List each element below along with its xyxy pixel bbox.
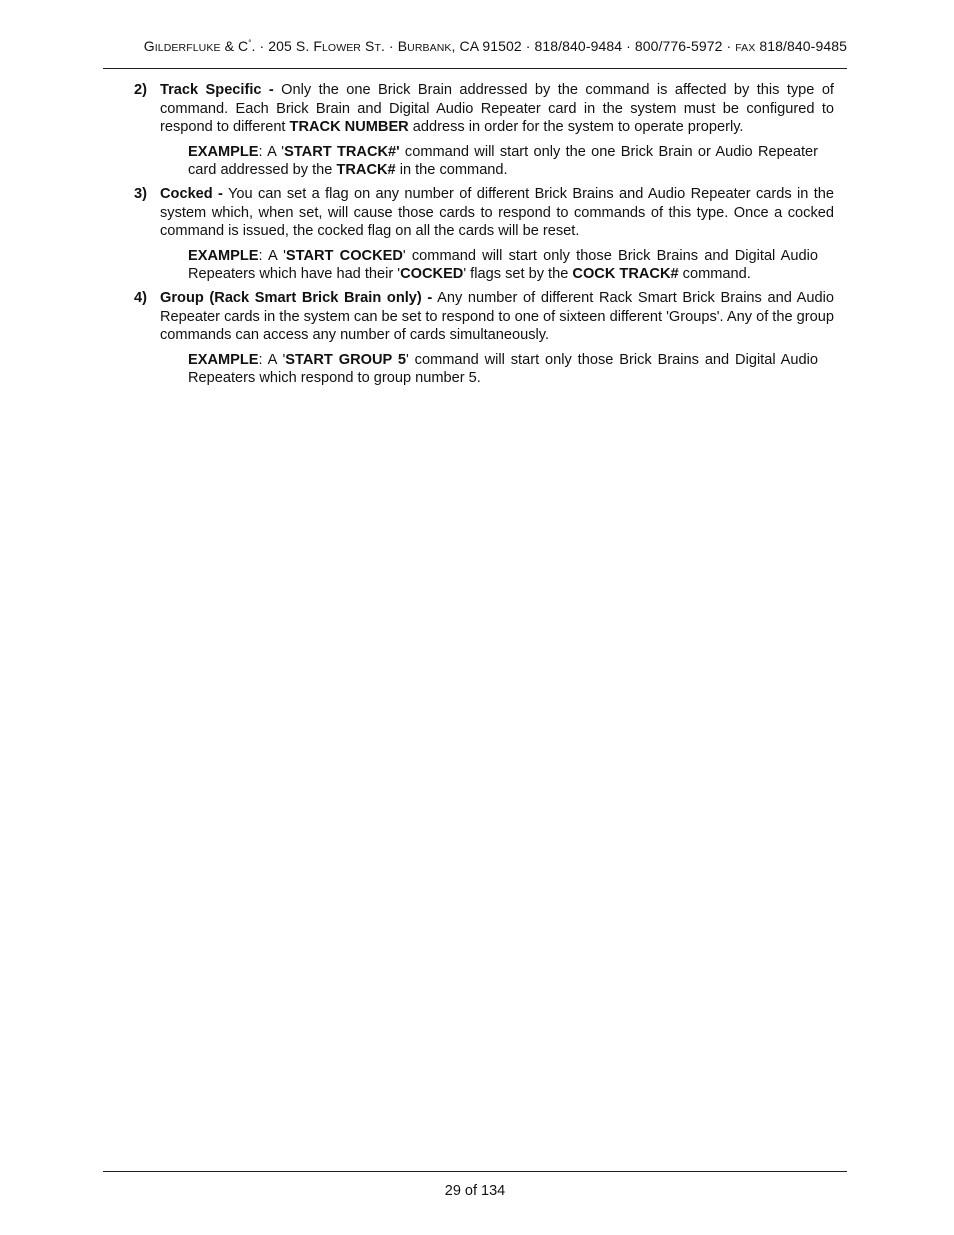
list-item <box>134 289 834 388</box>
item-description <box>160 185 834 241</box>
example-label: EXAMPLE <box>188 247 259 264</box>
header-degree: ° <box>248 38 252 48</box>
item-title: Group (Rack Smart Brick Brain only) - <box>160 289 433 306</box>
header-street-initial: F <box>313 38 322 54</box>
example-command: START COCKED <box>285 247 403 264</box>
item-text: Any number of different Rack Smart Brick Brains and Audio Repeater cards in the system can be set to respond to one of sixteen different 'Groups'. Any of the group commands can access any number of cards simultaneously. <box>160 289 835 344</box>
item-text-cont: address in order for the system to operate properly. <box>408 119 744 136</box>
list-item <box>134 185 834 284</box>
example-text-end: in the command. <box>395 162 508 179</box>
example-command: START GROUP 5 <box>285 351 406 368</box>
item-body <box>160 185 834 284</box>
footer-rule <box>103 1171 847 1172</box>
header-company-co: & C <box>224 38 249 54</box>
header-city-phones: , CA 91502 · 818/840-9484 · 800/776-5972 · <box>451 38 736 54</box>
list-item <box>134 81 834 180</box>
item-example <box>188 351 818 388</box>
header-rule <box>103 68 847 69</box>
header-street-name: LOWER <box>321 42 361 54</box>
item-example <box>188 143 818 180</box>
header-fax-number: 818/840-9485 <box>755 38 847 54</box>
example-text-cont: ' command will start only those Brick Brains and Digital Audio Repeaters which have had their ' <box>188 247 819 283</box>
item-description <box>160 81 834 137</box>
header-st-initial: S <box>361 38 375 54</box>
example-text-cont: command will start only the one Brick Brain or Audio Repeater card addressed by the <box>188 143 819 179</box>
item-title: Cocked - <box>160 185 223 202</box>
example-label: EXAMPLE <box>188 351 259 368</box>
example-bold-command: COCK TRACK# <box>572 266 679 283</box>
example-text: : A ' <box>258 143 285 160</box>
item-bold-term: TRACK NUMBER <box>289 119 409 136</box>
example-text-cont: ' command will start only those Brick Brains and Digital Audio Repeaters which respond to group number 5. <box>188 351 819 387</box>
header-sep-2: . · <box>380 38 398 54</box>
example-text: : A ' <box>258 247 286 264</box>
item-description <box>160 289 834 345</box>
header-company-initial: G <box>143 38 155 54</box>
item-number: 3) <box>134 185 147 202</box>
item-body <box>160 81 834 180</box>
item-text: You can set a flag on any number of different Brick Brains and Audio Repeater cards in the system which, when set, will cause those cards to respond to commands of this type. Once a cocked command is issued, the cocked flag on all the cards will be reset. <box>160 185 834 240</box>
item-text: Only the one Brick Brain addressed by the command is affected by this type of command. Each Brick Brain and Digital Audio Repeater card in the system must be configured to respond to different <box>160 82 834 136</box>
example-text-mid: ' flags set by the <box>463 266 573 283</box>
page-number: 29 of 134 <box>444 1183 506 1199</box>
example-text: : A ' <box>258 351 286 368</box>
header-st-rest: T <box>374 42 381 54</box>
header-fax-label: FAX <box>735 42 756 54</box>
item-example <box>188 247 818 284</box>
item-body <box>160 289 834 388</box>
item-title: Track Specific - <box>160 82 274 98</box>
page-header <box>103 38 847 54</box>
example-bold-term: COCKED <box>400 266 464 283</box>
header-company-name: ILDERFLUKE <box>154 42 221 54</box>
header-address-number: 205 S. <box>268 38 314 54</box>
header-city-name: URBANK <box>407 42 452 54</box>
example-command: START TRACK#' <box>284 143 400 160</box>
header-sep: . · <box>251 38 269 54</box>
example-text-end: command. <box>678 266 751 283</box>
item-number: 4) <box>134 289 147 306</box>
document-body <box>134 81 834 393</box>
item-number: 2) <box>134 82 147 98</box>
example-bold-term: TRACK# <box>336 162 396 179</box>
header-city-initial: B <box>397 38 408 54</box>
example-label: EXAMPLE <box>188 143 259 160</box>
